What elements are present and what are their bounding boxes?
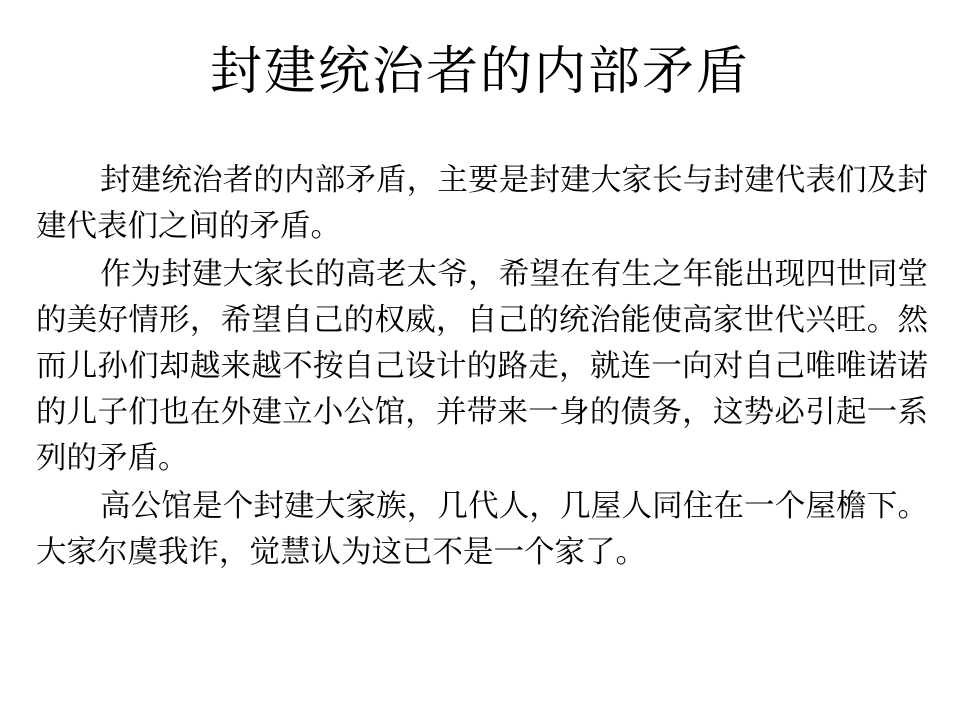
body-paragraph-1: 封建统治者的内部矛盾，主要是封建大家长与封建代表们及封建代表们之间的矛盾。 xyxy=(36,163,928,244)
body-paragraph-3: 高公馆是个封建大家族，几代人，几屋人同住在一个屋檐下。大家尔虞我诈，觉慧认为这已不是一个家了。 xyxy=(36,489,928,570)
body-paragraph-2: 作为封建大家长的高老太爷，希望在有生之年能出现四世同堂的美好情形，希望自己的权威，自己的统治能使高家世代兴旺。然而儿孙们却越来越不按自己设计的路走，就连一向对自己唯唯诺诺的儿子们也在外建立小公馆，并带来一身的债务，这势必引起一系列的矛盾。 xyxy=(36,257,928,476)
page-title: 封建统治者的内部矛盾 xyxy=(209,42,750,102)
slide-body-text xyxy=(36,158,928,578)
